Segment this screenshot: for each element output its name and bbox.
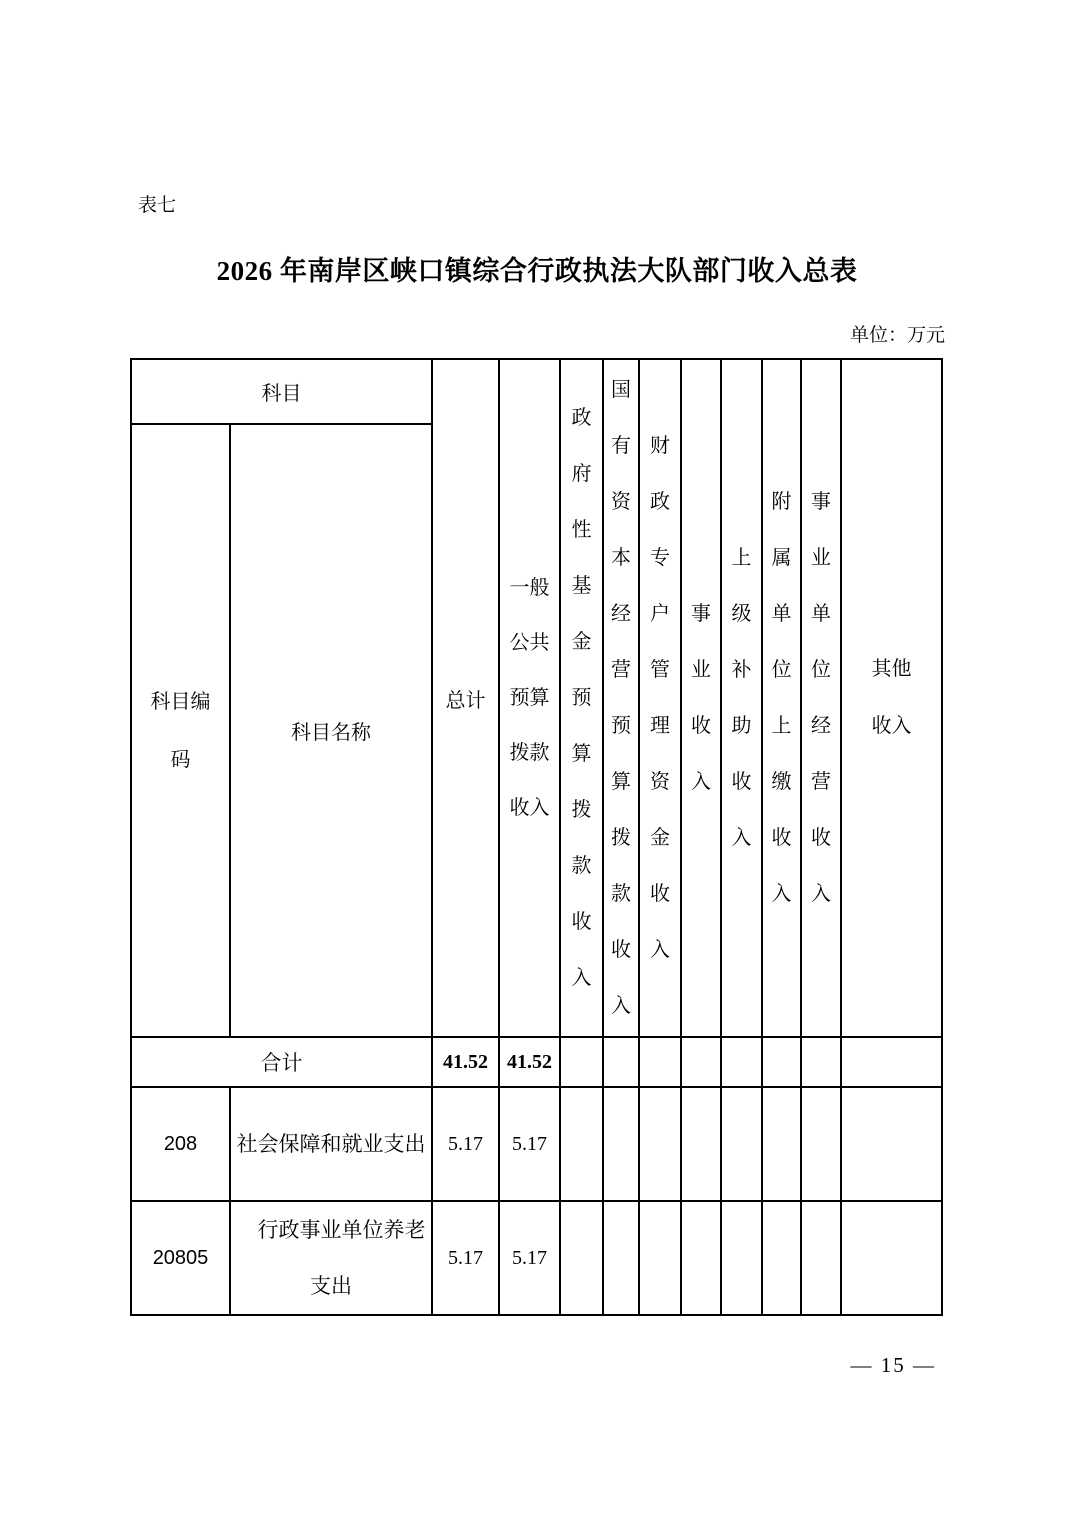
total-cell-business-income [681,1037,721,1087]
cell-total: 5.17 [432,1201,499,1315]
cell-institution-operating [801,1201,841,1315]
cell-superior-subsidy [721,1201,762,1315]
total-cell-total: 41.52 [432,1037,499,1087]
header-fiscal-special-account [639,359,681,1037]
total-cell-gov-fund [560,1037,603,1087]
page-title: 2026 年南岸区峡口镇综合行政执法大队部门收入总表 [216,256,858,286]
header-subject: 科目 [131,359,432,424]
header-subject-name: 科目名称 [230,424,432,1037]
header-subject-code-label: 科目编码 [150,690,211,771]
page-number: — 15 — [850,1353,936,1377]
header-state-capital-budget [603,359,639,1037]
header-gov-fund-budget-label: 政 府 性 基 金 预 算 拨 款 收 入 [571,407,592,989]
header-other-income [841,359,942,1037]
cell-institution-operating [801,1087,841,1201]
header-business-income-label: 事 业 收 入 [691,603,711,793]
header-institution-operating-income [801,359,841,1037]
header-institution-operating-income-label: 事 业 单 位 经 营 收 入 [811,491,831,905]
total-cell-superior-subsidy [721,1037,762,1087]
header-superior-subsidy [721,359,762,1037]
total-cell-state-capital [603,1037,639,1087]
cell-business-income [681,1087,721,1201]
cell-total: 5.17 [432,1087,499,1201]
header-subject-code [131,424,230,1037]
cell-subject-name: 社会保障和就业支出 [230,1087,432,1201]
table-label: 表七 [138,195,177,216]
header-other-income-label: 其他 收入 [871,658,912,737]
total-cell-other-income [841,1037,942,1087]
cell-other-income [841,1201,942,1315]
cell-business-income [681,1201,721,1315]
header-business-income [681,359,721,1037]
data-row-20805 [131,1201,942,1315]
header-affiliated-unit-income-label: 附 属 单 位 上 缴 收 入 [771,491,792,905]
header-total: 总计 [432,359,499,1037]
header-state-capital-budget-label: 国 有 资 本 经 营 预 算 拨 款 收 入 [611,379,631,1017]
total-row [131,1037,942,1087]
cell-subject-name: 行政事业单位养老支出 [230,1201,432,1315]
cell-state-capital [603,1201,639,1315]
cell-other-income [841,1087,942,1201]
total-cell-fiscal-special [639,1037,681,1087]
cell-gov-fund [560,1201,603,1315]
cell-affiliated-unit [762,1087,801,1201]
cell-general-budget: 5.17 [499,1201,560,1315]
cell-gov-fund [560,1087,603,1201]
total-cell-general-budget: 41.52 [499,1037,560,1087]
total-row-label: 合计 [131,1037,432,1087]
header-gov-fund-budget [560,359,603,1037]
header-fiscal-special-account-label: 财 政 专 户 管 理 资 金 收 入 [650,435,670,961]
cell-fiscal-special [639,1087,681,1201]
cell-affiliated-unit [762,1201,801,1315]
header-affiliated-unit-income [762,359,801,1037]
header-general-public-budget [499,359,560,1037]
unit-note: 单位：万元 [849,325,945,346]
cell-fiscal-special [639,1201,681,1315]
cell-state-capital [603,1087,639,1201]
header-general-public-budget-label: 一般 公共 预算 拨款 收入 [509,576,550,819]
header-row-top [131,359,942,424]
total-cell-affiliated-unit [762,1037,801,1087]
cell-subject-code: 208 [131,1087,230,1201]
income-summary-table [130,358,943,1316]
header-superior-subsidy-label: 上 级 补 助 收 入 [731,547,752,849]
cell-general-budget: 5.17 [499,1087,560,1201]
total-cell-institution-operating [801,1037,841,1087]
cell-superior-subsidy [721,1087,762,1201]
data-row-208 [131,1087,942,1201]
cell-subject-code: 20805 [131,1201,230,1315]
